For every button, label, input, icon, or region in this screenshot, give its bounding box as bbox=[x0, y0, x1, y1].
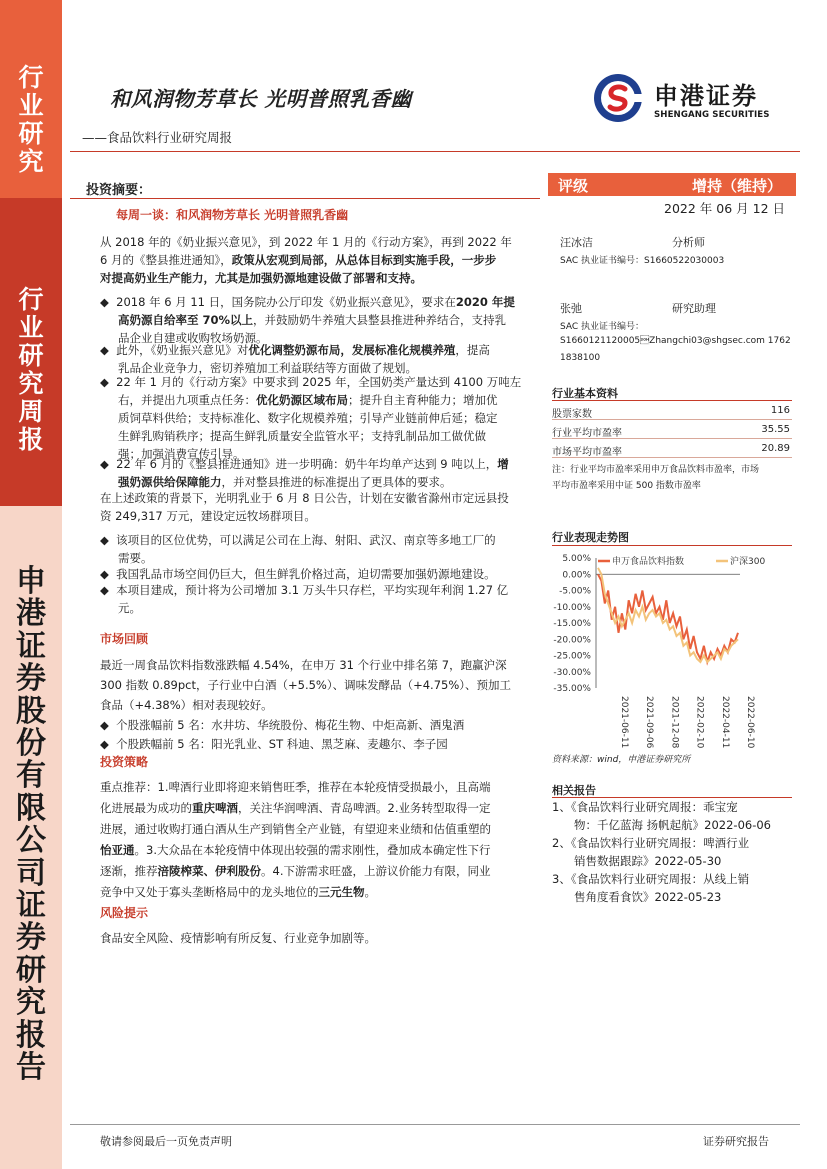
industry-row-key: 市场平均市盈率 bbox=[552, 447, 622, 458]
text-line: 品企业自建或收购牧场奶源。 bbox=[118, 331, 268, 345]
weekly-heading: 每周一谈：和风润物芳草长 光明普照乳香幽 bbox=[116, 208, 349, 222]
bullet-item bbox=[100, 455, 509, 491]
analyst-name: 张弛 bbox=[560, 302, 582, 315]
bullet-item bbox=[100, 341, 490, 377]
text-line: ◆ 2018 年 6 月 11 日，国务院办公厅印发《奶业振兴意见》，要求在2020 年提 bbox=[100, 295, 515, 309]
related-report-line[interactable]: 1、《食品饮料行业研究周报：乖宝宠 bbox=[552, 800, 738, 814]
analyst-role: 研究助理 bbox=[672, 302, 716, 315]
text-line: 最近一周食品饮料指数涨跌幅 4.54%，在申万 31 个行业中排名第 7，跑赢沪深 bbox=[100, 658, 507, 672]
text-line: ◆ 个股跌幅前 5 名：阳光乳业、ST 科迪、黑芝麻、麦趣尔、李子园 bbox=[100, 737, 448, 751]
logo-english-name: SHENGANG SECURITIES bbox=[654, 110, 770, 120]
text-line: 从 2018 年的《奶业振兴意见》，到 2022 年 1 月的《行动方案》，再到 2022 年 bbox=[100, 235, 512, 249]
sidebar-char: 券 bbox=[16, 661, 46, 697]
related-heading: 相关报告 bbox=[552, 784, 596, 797]
legend-label: 申万食品饮料指数 bbox=[612, 557, 685, 567]
legend-label: 沪深300 bbox=[730, 557, 766, 567]
y-tick-label: -35.00% bbox=[553, 684, 591, 694]
text-line: 6 月的《整县推进通知》，政策从宏观到局部，从总体目标到实施手段，一步步 bbox=[100, 253, 497, 267]
related-report-line[interactable]: 售角度看食饮》2022-05-23 bbox=[574, 890, 722, 904]
sidebar-char: 告 bbox=[16, 1050, 46, 1086]
sidebar-char: 司 bbox=[16, 855, 46, 891]
text-line: 对提高奶业生产能力，尤其是加强奶源地建设做了部署和支持。 bbox=[100, 271, 422, 285]
y-tick-label: -15.00% bbox=[553, 619, 591, 629]
analyst-contact: S1660121120005Zhangchi03@shgsec.com 1762 bbox=[560, 336, 791, 346]
sidebar-char: 研 bbox=[16, 952, 46, 988]
text-line: 乳品企业竞争力，密切养殖加工利益联结等方面做了规划。 bbox=[118, 361, 417, 375]
sidebar-char: 业 bbox=[18, 91, 44, 120]
risk-text: 食品安全风险、疫情影响有所反复、行业竞争加剧等。 bbox=[100, 931, 376, 945]
text-line: 平均市盈率采用中证 500 指数市盈率 bbox=[552, 481, 701, 491]
analyst-contact: 1838100 bbox=[560, 353, 601, 363]
sidebar-band-industry-research bbox=[0, 0, 62, 198]
text-line: 重点推荐：1.啤酒行业即将迎来销售旺季，推荐在本轮疫情受损最小，且高端 bbox=[100, 780, 491, 794]
rating-bar bbox=[548, 173, 796, 196]
summary-divider bbox=[70, 198, 540, 199]
chart-title: 行业表现走势图 bbox=[552, 531, 629, 544]
bullet-item bbox=[100, 581, 508, 617]
industry-divider bbox=[552, 400, 792, 401]
industry-row-value: 116 bbox=[770, 405, 790, 416]
text-line: 右，并提出九项重点任务：优化奶源区域布局；提升自主育种能力；增加优 bbox=[118, 393, 498, 407]
text-line: 进展，通过收购打通白酒从生产到销售全产业链，有望迎来业绩和估值重塑的 bbox=[100, 822, 491, 836]
text-line: 化进展最为成功的重庆啤酒，关注华润啤酒、青岛啤酒。2.业务转型取得一定 bbox=[100, 801, 491, 815]
risk-heading: 风险提示 bbox=[100, 906, 149, 920]
text-line: ◆ 此外，《奶业振兴意见》对优化调整奶源布局，发展标准化规模养殖，提高 bbox=[100, 343, 490, 357]
text-line: 逐渐，推荐涪陵榨菜、伊利股份。4.下游需求旺盛，上游议价能力有限，同业 bbox=[100, 864, 491, 878]
y-tick-label: -10.00% bbox=[553, 602, 591, 613]
bullet-item bbox=[100, 373, 521, 463]
industry-row-value: 35.55 bbox=[761, 424, 790, 435]
sidebar-char: 有 bbox=[16, 758, 46, 794]
text-line: 强奶源供给保障能力，并对整县推进的标准提出了更具体的要求。 bbox=[118, 475, 452, 489]
sidebar-char: 券 bbox=[16, 920, 46, 956]
footer-divider bbox=[70, 1124, 800, 1125]
text-line: 强；加强消费宣传引导。 bbox=[118, 447, 245, 461]
y-tick-label: -5.00% bbox=[559, 586, 591, 597]
sidebar-char: 行 bbox=[18, 63, 44, 92]
sidebar-char: 究 bbox=[18, 147, 44, 176]
industry-row-value: 20.89 bbox=[761, 443, 790, 454]
bullet-item bbox=[100, 716, 464, 734]
text-line: 质饲草料供给；支持标准化、数字化规模养殖；引导产业链前伸后延；稳定 bbox=[118, 411, 498, 425]
industry-row-key: 股票家数 bbox=[552, 409, 592, 420]
sidebar-char: 研 bbox=[18, 341, 44, 370]
sidebar-char: 港 bbox=[16, 596, 46, 632]
sidebar-band-company bbox=[0, 506, 62, 1169]
sidebar-char: 研 bbox=[18, 119, 44, 148]
analyst-name: 汪冰洁 bbox=[560, 236, 593, 249]
sidebar-char: 报 bbox=[16, 1017, 46, 1053]
strategy-paragraph bbox=[100, 777, 491, 903]
analyst-cert: SAC 执业证书编号：S1660522030003 bbox=[560, 256, 725, 266]
sidebar-char: 证 bbox=[16, 888, 46, 924]
x-tick-label: 2021-06-11 bbox=[619, 696, 629, 749]
related-report-line[interactable]: 物：千亿蓝海 扬帆起航》2022-06-06 bbox=[574, 818, 771, 832]
x-tick-label: 2021-12-08 bbox=[669, 696, 680, 749]
related-report-line[interactable]: 销售数据跟踪》2022-05-30 bbox=[574, 854, 722, 868]
analyst-cert: SAC 执业证书编号： bbox=[560, 322, 645, 332]
x-tick-label: 2022-06-10 bbox=[745, 696, 755, 749]
analyst-role: 分析师 bbox=[672, 236, 705, 249]
industry-heading: 行业基本资料 bbox=[552, 387, 618, 400]
text-line: 食品（+4.38%）相对表现较好。 bbox=[100, 698, 273, 712]
sidebar-band-weekly-report bbox=[0, 198, 62, 506]
report-date: 2022 年 06 月 12 日 bbox=[664, 201, 785, 216]
sidebar-char: 申 bbox=[16, 564, 46, 599]
sidebar-char: 行 bbox=[18, 285, 44, 314]
bullet-item bbox=[100, 735, 448, 753]
sidebar-char: 公 bbox=[16, 823, 46, 859]
market-heading: 市场回顾 bbox=[100, 632, 149, 646]
text-line: 生鲜乳购销秩序；提高生鲜乳质量安全监管水平；支持乳制品加工做优做 bbox=[118, 429, 486, 443]
summary-paragraph-1 bbox=[100, 233, 512, 287]
text-line: 资 249,317 万元，建设定远牧场群项目。 bbox=[100, 509, 316, 523]
industry-row bbox=[552, 402, 792, 420]
y-tick-label: 0.00% bbox=[562, 570, 591, 581]
text-line: 在上述政策的背景下，光明乳业于 6 月 8 日公告，计划在安徽省滁州市定远县投 bbox=[100, 491, 509, 505]
industry-row bbox=[552, 440, 792, 458]
report-title: 和风润物芳草长 光明普照乳香幽 bbox=[110, 87, 412, 111]
y-tick-label: -20.00% bbox=[553, 635, 591, 646]
text-line: 高奶源自给率至 70%以上，并鼓励奶牛养殖大县整县推进种养结合，支持乳 bbox=[118, 313, 507, 327]
report-subtitle: ——食品饮料行业研究周报 bbox=[82, 130, 233, 145]
x-tick-label: 2022-04-11 bbox=[719, 696, 730, 749]
sidebar-char: 究 bbox=[16, 985, 46, 1021]
sidebar-char: 业 bbox=[18, 313, 44, 342]
logo-name: 申港证券 bbox=[654, 82, 758, 110]
text-line: 怡亚通。3.大众品在本轮疫情中体现出较强的需求刚性，叠加成本确定性下行 bbox=[100, 843, 491, 857]
trend-chart bbox=[548, 550, 793, 750]
company-logo bbox=[592, 72, 780, 124]
text-line: ◆ 22 年 6 月的《整县推进通知》进一步明确：奶牛年均单产达到 9 吨以上，增 bbox=[100, 457, 509, 471]
sidebar-char: 究 bbox=[18, 369, 44, 398]
footer-disclaimer: 敬请参阅最后一页免责声明 bbox=[100, 1135, 232, 1148]
y-tick-label: -30.00% bbox=[553, 667, 591, 678]
chart-source: 资料来源：wind，申港证券研究所 bbox=[552, 755, 691, 765]
text-line: ◆ 我国乳品市场空间仍巨大，但生鲜乳价格过高，迫切需要加强奶源地建设。 bbox=[100, 567, 496, 581]
summary-paragraph-2 bbox=[100, 489, 509, 525]
industry-row bbox=[552, 421, 792, 439]
text-line: ◆ 22 年 1 月的《行动方案》中要求到 2025 年，全国奶类产量达到 4100 万吨左 bbox=[100, 375, 522, 389]
text-line: ◆ 该项目的区位优势，可以满足公司在上海、射阳、武汉、南京等多地工厂的 bbox=[100, 533, 496, 547]
sidebar-char: 周 bbox=[18, 397, 44, 426]
header-divider bbox=[70, 151, 800, 152]
text-line: 注：行业平均市盈率采用申万食品饮料市盈率，市场 bbox=[552, 465, 760, 475]
bullet-item bbox=[100, 531, 496, 567]
rating-value: 增持（维持） bbox=[691, 177, 782, 195]
y-tick-label: -25.00% bbox=[553, 651, 591, 662]
sidebar-char: 证 bbox=[16, 628, 46, 664]
text-line: 元。 bbox=[118, 601, 141, 615]
related-report-line[interactable]: 2、《食品饮料行业研究周报：啤酒行业 bbox=[552, 836, 750, 850]
sidebar-char: 份 bbox=[16, 726, 46, 762]
strategy-heading: 投资策略 bbox=[100, 755, 149, 769]
industry-note bbox=[552, 462, 759, 494]
related-report-line[interactable]: 3、《食品饮料行业研究周报：从线上销 bbox=[552, 872, 750, 886]
market-paragraph bbox=[100, 655, 511, 715]
summary-heading: 投资摘要： bbox=[86, 183, 152, 198]
text-line: 300 指数 0.89pct，子行业中白酒（+5.5%）、调味发酵品（+4.75%）、预加工 bbox=[100, 678, 512, 692]
sidebar-char: 股 bbox=[16, 693, 46, 729]
rating-label: 评级 bbox=[558, 177, 589, 195]
x-tick-label: 2022-02-10 bbox=[694, 696, 705, 749]
text-line: ◆ 本项目建成，预计将为公司增加 3.1 万头牛只存栏，平均实现年利润 1.27 亿 bbox=[100, 583, 509, 597]
x-tick-label: 2021-09-06 bbox=[644, 696, 655, 749]
bullet-item bbox=[100, 293, 515, 347]
text-line: ◆ 个股涨幅前 5 名：水井坊、华统股份、梅花生物、中炬高新、酒鬼酒 bbox=[100, 718, 465, 732]
related-reports bbox=[552, 798, 771, 906]
logo-emblem-icon bbox=[592, 72, 644, 124]
industry-row-key: 行业平均市盈率 bbox=[552, 428, 622, 439]
text-line: 竞争中又处于寡头垄断格局中的龙头地位的三元生物。 bbox=[100, 885, 376, 899]
sidebar-char: 限 bbox=[16, 790, 46, 826]
chart-divider bbox=[552, 545, 792, 546]
footer-label: 证券研究报告 bbox=[703, 1135, 769, 1148]
text-line: 需要。 bbox=[118, 551, 153, 565]
y-tick-label: 5.00% bbox=[562, 554, 591, 564]
sidebar-char: 报 bbox=[18, 425, 44, 454]
